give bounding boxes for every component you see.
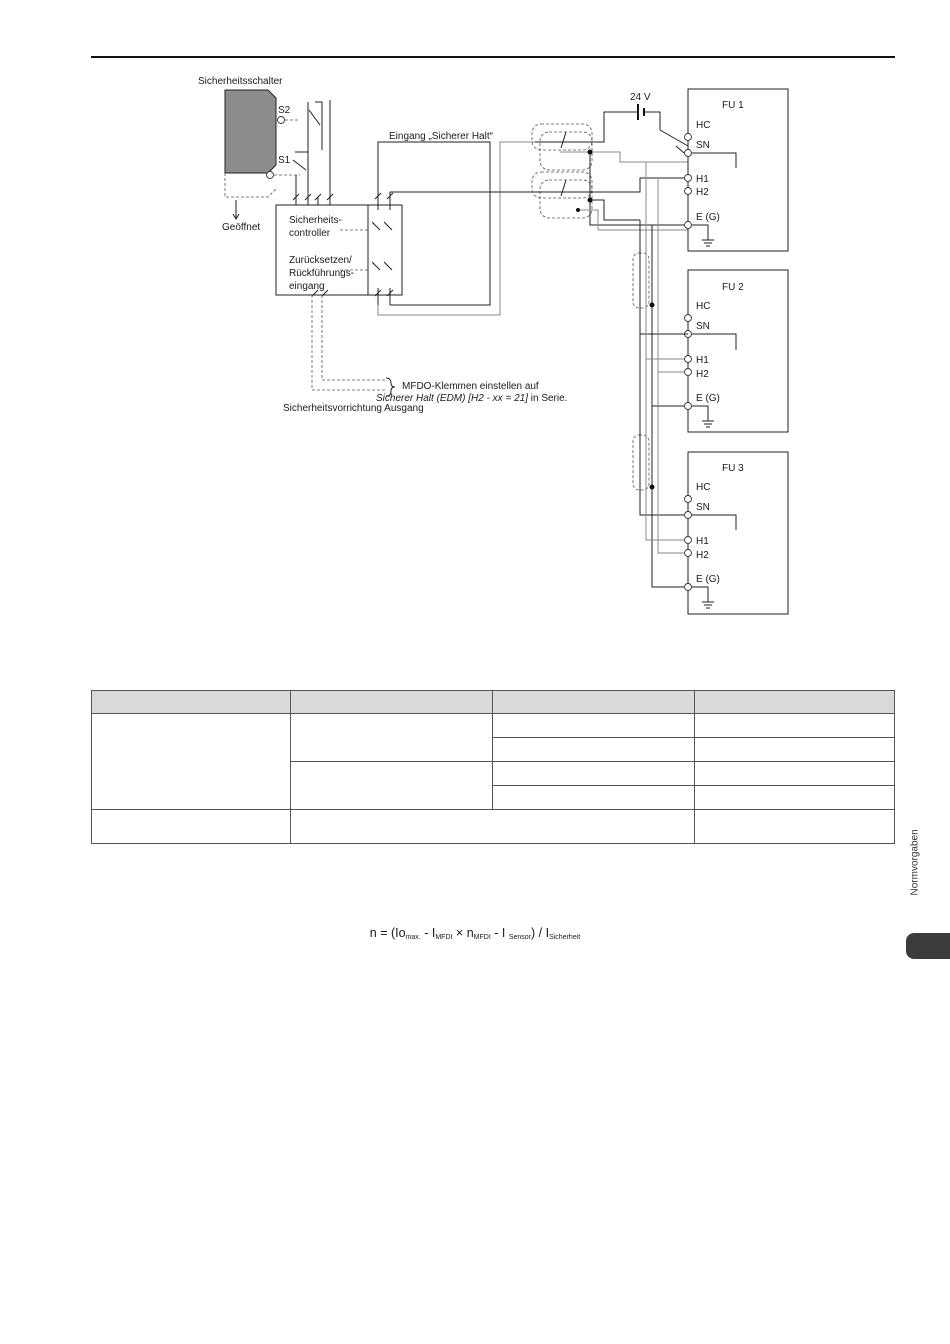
side-tab-label: Normvorgaben [909, 829, 921, 896]
fu2-hc: HC [696, 301, 711, 312]
fu3-h1: H1 [696, 536, 709, 547]
opened-label: Geöffnet [222, 222, 261, 233]
fu1-h1: H1 [696, 174, 709, 185]
formula-sub: MFDI [473, 934, 491, 941]
table-cell [695, 786, 895, 810]
header-cell [291, 691, 493, 714]
fu2-h2: H2 [696, 369, 709, 380]
table-cell [291, 714, 493, 762]
table-cell [493, 714, 695, 738]
fu3-sn: SN [696, 502, 710, 513]
drive-fu2 [685, 270, 789, 432]
formula-part: × n [452, 926, 474, 940]
fu2-h1: H1 [696, 355, 709, 366]
formula-part: - I [420, 926, 436, 940]
formula-sub: max. [405, 934, 421, 941]
safety-switch-label: Sicherheitsschalter [198, 76, 283, 87]
fu1-eg: E (G) [696, 212, 720, 223]
table-header [92, 691, 895, 714]
mfdo-label-2-italic: Sicherer Halt (EDM) [H2 - xx = 21] [376, 393, 528, 404]
formula-part: - I [490, 926, 509, 940]
table-cell [291, 762, 493, 810]
formula-sub: MFDI [435, 934, 453, 941]
s2-contact [278, 117, 285, 124]
fu2-sn: SN [696, 321, 710, 332]
fu3-eg: E (G) [696, 574, 720, 585]
header-cell [92, 691, 291, 714]
controller-label-1: Sicherheits- [289, 215, 342, 226]
table-cell [493, 762, 695, 786]
formula-sub: Sicherheit [549, 934, 581, 941]
header-cell [695, 691, 895, 714]
header-cell [493, 691, 695, 714]
table-cell [92, 810, 291, 844]
table-cell [291, 810, 695, 844]
formula [0, 926, 950, 941]
reset-label-1: Zurücksetzen/ [289, 255, 352, 266]
fu2-name: FU 2 [722, 282, 744, 293]
formula-sub: Sensor [508, 934, 532, 941]
fu1-name: FU 1 [722, 100, 744, 111]
s1-contact [267, 172, 274, 179]
reset-label-2: Rückführungs- [289, 268, 355, 279]
fu3-name: FU 3 [722, 463, 744, 474]
table-cell [92, 714, 291, 810]
table-cell [695, 714, 895, 738]
table-cell [493, 786, 695, 810]
drive-fu1 [685, 89, 789, 251]
spec-table [91, 690, 895, 844]
mfdo-label-2-rest: in Serie. [527, 393, 568, 404]
fu2-eg: E (G) [696, 393, 720, 404]
s1-label: S1 [278, 155, 291, 166]
chapter-tab[interactable] [906, 933, 950, 959]
fu3-h2: H2 [696, 550, 709, 561]
fu1-sn: SN [696, 140, 710, 151]
fu1-hc: HC [696, 120, 711, 131]
formula-part: ) / I [531, 926, 550, 940]
table-row [92, 810, 895, 844]
controller-label-2: controller [289, 228, 331, 239]
formula-part: n = (Io [369, 926, 406, 940]
table-cell [695, 810, 895, 844]
safety-switch-body [225, 90, 276, 173]
wiring-diagram [0, 0, 950, 640]
safe-stop-input-label: Eingang „Sicherer Halt“ [389, 131, 493, 142]
table-cell [695, 738, 895, 762]
fu3-hc: HC [696, 482, 711, 493]
mfdo-label-1: MFDO-Klemmen einstellen auf [402, 381, 539, 392]
s2-label: S2 [278, 105, 291, 116]
drive-fu3 [685, 452, 789, 614]
output-label: Sicherheitsvorrichtung Ausgang [283, 403, 424, 414]
table-cell [493, 738, 695, 762]
fu1-h2: H2 [696, 187, 709, 198]
reset-label-3: eingang [289, 281, 325, 292]
voltage-label: 24 V [630, 92, 651, 103]
table-row [92, 714, 895, 738]
table-cell [695, 762, 895, 786]
